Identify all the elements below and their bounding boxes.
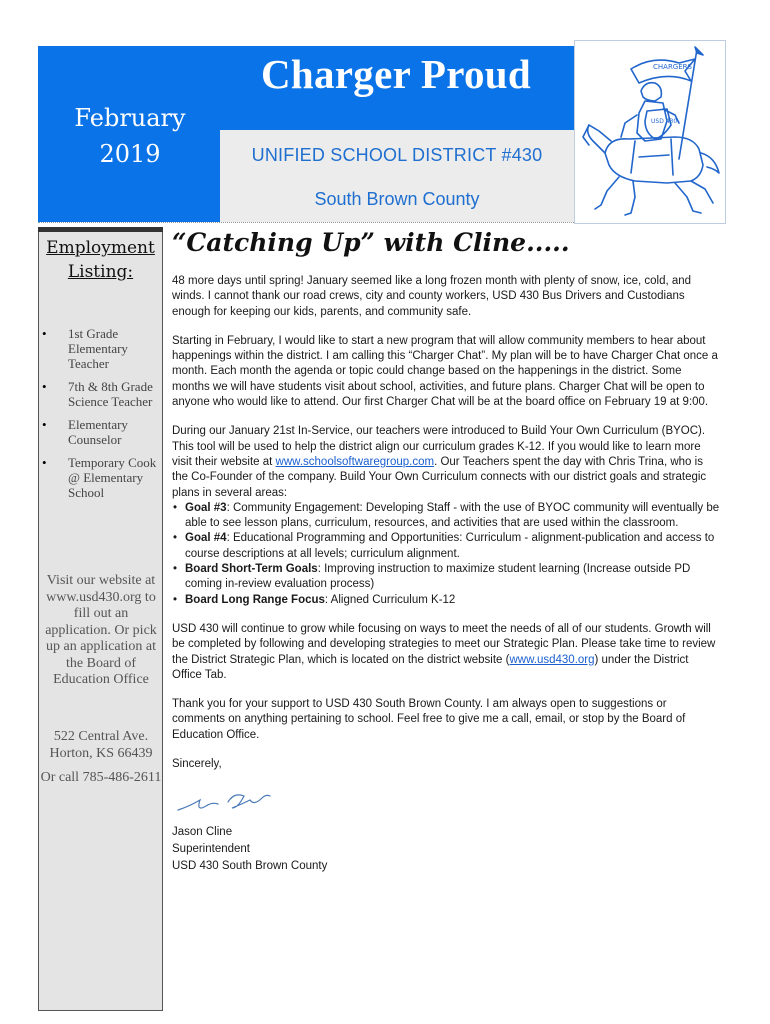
chargers-knight-logo <box>574 40 726 224</box>
article-headline: “Catching Up” with Cline..... <box>172 228 570 257</box>
paragraph <box>172 424 720 500</box>
goal-item <box>172 593 720 608</box>
sidebar-phone: Or call 785-486-2611 <box>40 770 162 785</box>
employment-heading-line2: Listing: <box>67 262 134 282</box>
goals-list <box>172 501 720 608</box>
paragraph <box>172 622 720 683</box>
issue-month: February <box>74 104 186 132</box>
goal-text: : Educational Programming and Opportunities: Curriculum - alignment-publication and access to course descriptions at all levels; curriculum alignment. <box>185 532 715 560</box>
paragraph-text: USD 430 will continue to grow while focusing on ways to meet the needs of all of our students. Growth will be completed by following and developing strategies to meet our Strategic Plan. Please take time to review the District Strategic Plan, which is located on the district website ( <box>172 622 716 666</box>
paragraph: 48 more days until spring! January seemed like a long frozen month with plenty of snow, ice, cold, and winds. I cannot thank our road crews, city and county workers, USD 430 Bus Drivers and Custodians enough for keeping our kids, parents, and community safe. <box>172 275 692 318</box>
job-item: • Temporary Cook @ Elementary School <box>42 455 164 500</box>
signature-block <box>172 824 720 875</box>
goal-label: Goal #3 <box>185 501 227 514</box>
paragraph-text: . Our Teachers spent the day with Chris Trina, who is the Co-Founder of the company. Build Your Own Curriculum connects with our district goals and strategic plans in several areas: <box>172 455 707 499</box>
closing: Sincerely, <box>172 758 222 771</box>
goal-label: Goal #4 <box>185 532 227 545</box>
signer-title: Superintendent <box>172 843 251 856</box>
goal-label: Board Short-Term Goals <box>185 563 318 576</box>
job-item: • Elementary Counselor <box>42 417 164 447</box>
signer-name: Jason Cline <box>172 826 233 839</box>
job-item: • 1st Grade Elementary Teacher <box>42 326 164 371</box>
job-item: • 7th & 8th Grade Science Teacher <box>42 379 164 409</box>
knight-horse-icon <box>575 41 725 223</box>
logo-shield-text: USD 430 <box>651 118 678 125</box>
article-body <box>172 274 720 875</box>
goal-text: : Community Engagement: Developing Staff - with the use of BYOC community will eventually be able to see lesson plans, curriculum, resources, and activities that are used within the classroom. <box>185 501 720 530</box>
job-list <box>42 326 164 508</box>
sidebar-visit-text: Visit our website at www.usd430.org to fill out an application. Or pick up an application at the Board of Education Office <box>45 573 157 687</box>
goal-label: Board Long Range Focus <box>185 593 325 606</box>
masthead-divider <box>38 222 574 223</box>
goal-text: : Improving instruction to maximize student learning (Increase outside PD coming in-review evaluation process) <box>185 563 691 591</box>
handwritten-signature-icon <box>172 782 282 820</box>
paragraph-text: ) under the District Office Tab. <box>172 653 689 681</box>
goal-item <box>172 531 720 562</box>
employment-listing-heading <box>38 236 163 284</box>
goal-item <box>172 501 720 532</box>
signer-org: USD 430 South Brown County <box>172 860 328 873</box>
goal-item <box>172 562 720 593</box>
district-name: UNIFIED SCHOOL DISTRICT #430 <box>251 145 543 165</box>
paragraph: Thank you for your support to USD 430 South Brown County. I am always open to suggestions or comments on anything pertaining to school. Feel free to give me a call, email, or stop by the Board of Education Office. <box>172 698 686 741</box>
signature-image <box>172 782 720 820</box>
paragraph-text: During our January 21st In-Service, our teachers were introduced to Build Your Own Curriculum (BYOC). This tool will be used to help the district align our curriculum grades K-12. If you would like to learn more visit their website at <box>172 425 706 468</box>
usd430-link[interactable]: www.usd430.org <box>509 653 595 666</box>
schoolsoftwaregroup-link[interactable]: www.schoolsoftwaregroup.com <box>275 455 435 468</box>
newsletter-title: Charger Proud <box>260 51 532 97</box>
sidebar-address: 522 Central Ave. Horton, KS 66439 <box>49 729 153 761</box>
logo-banner-text: CHARGERS <box>653 63 692 71</box>
issue-year: 2019 <box>99 140 161 168</box>
county-name: South Brown County <box>314 189 480 209</box>
employment-heading-line1: Employment <box>46 238 155 258</box>
paragraph: Starting in February, I would like to start a new program that will allow community members to hear about happenings within the district. I am calling this “Charger Chat”. My plan will be to have Charger Chat once a month. Each month the agenda or topic could change based on the happenings in the district. Some months we will have students visit about school, activities, and future plans. Charger Chat will be open to anyone who would like to attend. Our first Charger Chat will be at the board office on February 19 at 9:00. <box>172 334 718 409</box>
goal-text: : Aligned Curriculum K-12 <box>324 593 456 606</box>
